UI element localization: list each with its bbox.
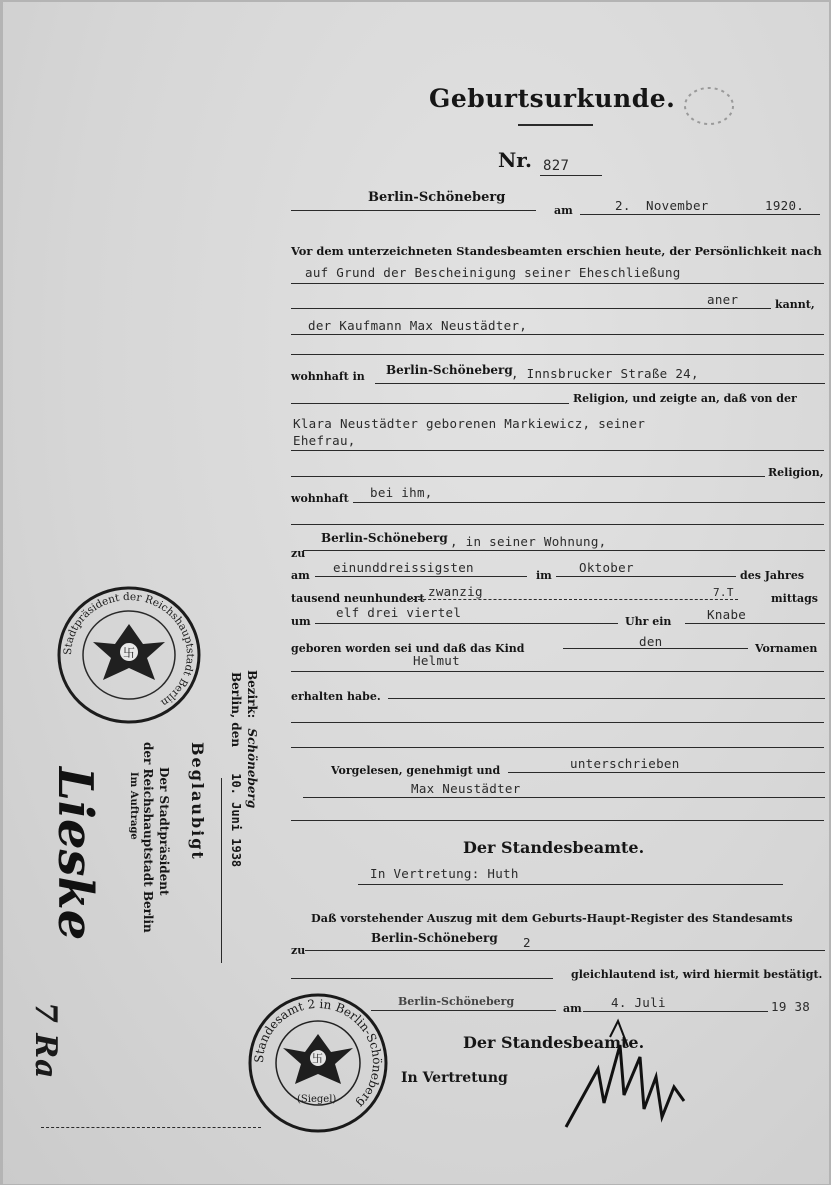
authority-line2: der Reichshauptstadt Berlin (141, 742, 155, 933)
line-4 (291, 354, 824, 355)
extract-place: Berlin-Schöneberg (371, 931, 498, 945)
religion-label-2: Religion, (768, 466, 824, 479)
birth-day: einunddreissigsten (333, 560, 474, 575)
date-prefix: am (554, 204, 573, 217)
beglaubigt: Beglaubigt (188, 742, 207, 861)
line-19 (388, 698, 825, 699)
am-label: am (291, 569, 310, 582)
date-stamp: 10. Juni 1938 (229, 773, 243, 868)
seal-bottom-text: Standesamt 2 in Berlin-Schöneberg (251, 996, 385, 1111)
place-stamp: Berlin-Schöneberg (368, 190, 506, 205)
standesamt-seal (247, 992, 389, 1134)
vertical-rule (221, 778, 224, 963)
document-title: Geburtsurkunde. (429, 84, 676, 113)
line-28 (371, 1010, 556, 1011)
birth-year-word: zwanzig (428, 584, 483, 599)
line-12 (315, 576, 527, 577)
number-underline (540, 175, 602, 176)
line-14 (408, 599, 738, 600)
line-29 (583, 1011, 768, 1012)
bottom-dashed-line (41, 1127, 261, 1128)
residence-value-2: bei ihm, (370, 485, 433, 500)
im-label: im (536, 569, 552, 582)
birth-certificate (3, 2, 829, 1184)
line-9 (353, 502, 825, 503)
year-label: des Jahres (740, 569, 805, 582)
registrar-signature: In Vertretung: Huth (370, 866, 519, 881)
line-7 (291, 450, 824, 451)
im-auftrag: Im Auftrage (128, 772, 139, 840)
signer: Max Neustädter (411, 781, 521, 796)
birth-place: Berlin-Schöneberg (321, 531, 448, 545)
line-1 (291, 283, 824, 284)
bezirk-value: Schöneberg (245, 728, 259, 809)
line-20 (291, 722, 824, 723)
extract-confirm: gleichlautend ist, wird hiermit bestätigt. (571, 968, 823, 981)
received-label: erhalten habe. (291, 690, 381, 703)
known-word: aner (707, 292, 739, 307)
first-names-label: Vornamen (755, 642, 818, 655)
faint-stamp-mark (679, 82, 741, 130)
line-25 (358, 884, 783, 885)
svg-text:卐: 卐 (312, 1052, 323, 1065)
signed-word: unterschrieben (570, 756, 680, 771)
time-mark: 7.T (713, 586, 734, 599)
residence-address: , Innsbrucker Straße 24, (511, 366, 699, 381)
line-10 (291, 524, 824, 525)
margin-mark: 7 Ra (28, 1002, 63, 1079)
title-underline (518, 124, 593, 126)
don-word: den (639, 634, 663, 649)
residence-label: wohnhaft in (291, 370, 365, 383)
registrar-handwritten-signature (558, 1017, 688, 1132)
line-13 (556, 576, 736, 577)
kannt-label: kannt, (775, 298, 815, 311)
midday-label: mittags (771, 592, 818, 605)
birth-month: Oktober (579, 560, 634, 575)
line-23 (303, 797, 825, 798)
line-16 (685, 623, 825, 624)
intro-text: Vor dem unterzeichneten Standesbeamten erschien heute, der Persönlichkeit nach (291, 244, 822, 258)
date-month: November (646, 198, 709, 213)
line-18 (291, 671, 824, 672)
child-sex: Knabe (707, 607, 747, 622)
line-11 (303, 550, 825, 551)
registrar-heading: Der Standesbeamte. (463, 838, 645, 857)
berlin-date-vertical (229, 672, 243, 867)
informant: der Kaufmann Max Neustädter, (308, 318, 528, 333)
child-name: Helmut (413, 653, 460, 668)
residence-place: Berlin-Schöneberg (386, 363, 513, 377)
issue-place: Berlin-Schöneberg (398, 995, 515, 1008)
line-5 (375, 383, 825, 384)
um-label: um (291, 615, 311, 628)
birth-time: elf drei viertel (336, 605, 462, 620)
residence-label-2: wohnhaft (291, 492, 349, 505)
line-26 (305, 950, 825, 951)
born-text: geboren worden sei und daß das Kind (291, 642, 525, 655)
birth-location: , in seiner Wohnung, (450, 534, 607, 549)
identified-by: auf Grund der Bescheinigung seiner Eheschließung (305, 265, 681, 280)
line-21 (291, 747, 824, 748)
issue-year: 19 38 (771, 999, 811, 1014)
certificate-number: 827 (543, 158, 570, 174)
registrar-heading-2: Der Standesbeamte. (463, 1033, 645, 1052)
date-year: 1920. (765, 198, 805, 213)
berlin-date: Berlin, den (229, 672, 243, 748)
in-vertretung: In Vertretung (401, 1070, 508, 1086)
seal-center-text: (Siegel) (297, 1094, 337, 1105)
uhr-label: Uhr ein (625, 615, 672, 628)
extract-text: Daß vorstehender Auszug mit dem Geburts-Haupt-Register des Standesamts (311, 911, 793, 925)
left-handwritten-signature: Lieske (47, 767, 103, 941)
line-24 (291, 820, 824, 821)
extract-number: 2 (523, 935, 531, 950)
line-15 (315, 623, 618, 624)
issue-am: am (563, 1002, 582, 1015)
zu-label: zu (291, 547, 306, 560)
issue-date: 4. Juli (611, 995, 666, 1010)
line-2 (291, 308, 771, 309)
century-label: tausend neunhundert (291, 592, 425, 605)
line-3 (291, 334, 824, 335)
line-22 (508, 772, 825, 773)
extract-zu: zu (291, 944, 306, 957)
line-27 (291, 978, 553, 979)
mother-relation: Ehefrau, (293, 433, 356, 448)
religion-text: Religion, und zeigte an, daß von der (573, 392, 797, 405)
stadtpraesident-seal (53, 584, 205, 726)
place-line (291, 210, 536, 211)
svg-text:卐: 卐 (123, 646, 136, 660)
date-line (580, 214, 820, 215)
line-8 (291, 476, 765, 477)
mother-line: Klara Neustädter geborenen Markiewicz, seiner (293, 416, 646, 431)
line-17 (563, 648, 748, 649)
authority-line1: Der Stadtpräsident (157, 767, 171, 896)
bezirk-label-vertical (245, 670, 259, 808)
line-6 (291, 403, 569, 404)
date-day: 2. (615, 198, 631, 213)
read-text: Vorgelesen, genehmigt und (331, 764, 501, 777)
number-label: Nr. (498, 148, 532, 172)
bezirk-label: Bezirk: (245, 670, 259, 719)
seal-top-text: Stadtpräsident der Reichshauptstadt Berlin (61, 590, 197, 709)
